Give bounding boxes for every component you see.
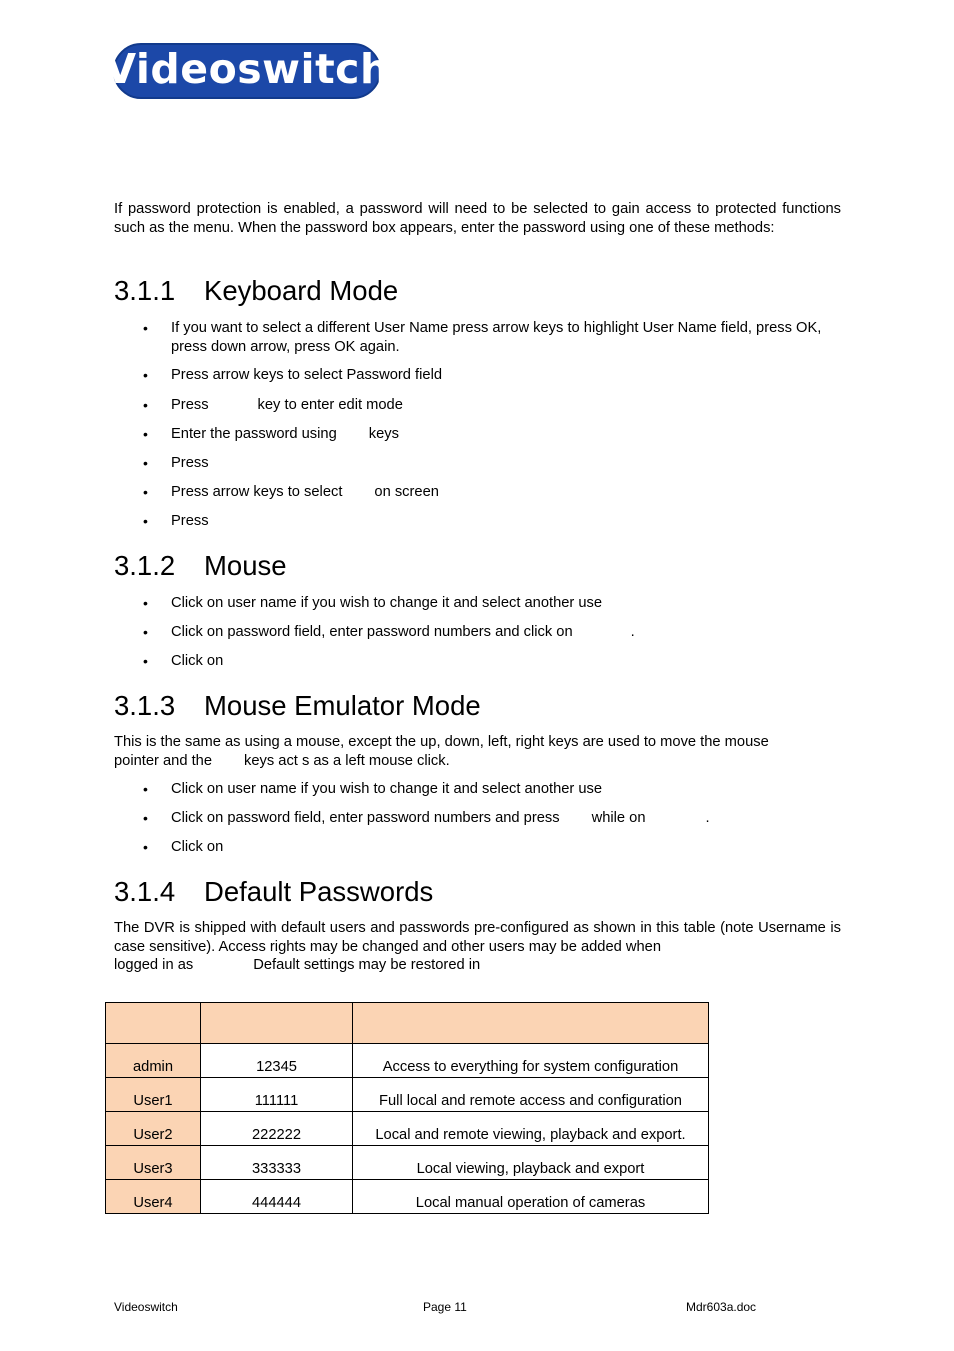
section-title: Mouse bbox=[204, 550, 287, 581]
header-cell bbox=[353, 1003, 709, 1044]
list-item: • Click on user name if you wish to change it and select another use bbox=[143, 781, 603, 797]
section-number: 3.1.2 bbox=[114, 550, 176, 581]
header-cell bbox=[201, 1003, 353, 1044]
defaults-paragraph: The DVR is shipped with default users and passwords pre-configured as shown in this table (note Username is case sensitive). Access rights may be changed and other users may be added when logged in as Default settings may be restored in bbox=[114, 920, 841, 973]
table-row bbox=[106, 1044, 709, 1078]
rights-cell: Local viewing, playback and export bbox=[353, 1146, 709, 1180]
section-title: Mouse Emulator Mode bbox=[204, 690, 481, 721]
rights-cell: Local and remote viewing, playback and export. bbox=[353, 1112, 709, 1146]
section-number: 3.1.4 bbox=[114, 876, 176, 907]
section-title: Keyboard Mode bbox=[204, 275, 399, 306]
section-title: Default Passwords bbox=[204, 876, 434, 907]
list-item: • Press arrow keys to select on screen bbox=[143, 484, 439, 500]
default-passwords-table bbox=[105, 1002, 709, 1214]
heading-default-passwords bbox=[114, 876, 433, 908]
videoswitch-logo bbox=[104, 43, 390, 99]
password-cell: 444444 bbox=[201, 1180, 353, 1214]
list-item: • Enter the password using keys bbox=[143, 426, 399, 442]
password-cell: 12345 bbox=[201, 1044, 353, 1078]
table-header-row bbox=[106, 1003, 709, 1044]
user-cell: User2 bbox=[106, 1112, 201, 1146]
rights-cell: Full local and remote access and configuration bbox=[353, 1078, 709, 1112]
password-cell: 333333 bbox=[201, 1146, 353, 1180]
rights-cell: Access to everything for system configuration bbox=[353, 1044, 709, 1078]
rights-cell: Local manual operation of cameras bbox=[353, 1180, 709, 1214]
list-item: • Press bbox=[143, 513, 209, 529]
emulator-paragraph: This is the same as using a mouse, except the up, down, left, right keys are used to move the mouse pointer and the keys act s as a left mouse click. bbox=[114, 734, 769, 769]
table-row bbox=[106, 1112, 709, 1146]
password-cell: 222222 bbox=[201, 1112, 353, 1146]
user-cell: User3 bbox=[106, 1146, 201, 1180]
heading-keyboard-mode bbox=[114, 275, 398, 307]
section-number: 3.1.1 bbox=[114, 275, 176, 306]
list-item: • Click on password field, enter password numbers and click on . bbox=[143, 624, 635, 640]
section-number: 3.1.3 bbox=[114, 690, 176, 721]
list-item: • Click on bbox=[143, 839, 224, 855]
footer-right: Mdr603a.doc bbox=[686, 1300, 757, 1314]
table-row bbox=[106, 1146, 709, 1180]
list-item: • Press arrow keys to select Password field bbox=[143, 367, 443, 383]
list-item: • If you want to select a different User Name press arrow keys to highlight User Name field, press OK, press down arrow, press OK again. bbox=[143, 320, 822, 355]
table-row bbox=[106, 1180, 709, 1214]
list-item: • Press key to enter edit mode bbox=[143, 397, 403, 413]
user-cell: admin bbox=[106, 1044, 201, 1078]
footer-left: Videoswitch bbox=[114, 1300, 178, 1314]
logo-text: Videoswitch bbox=[104, 45, 390, 93]
table-row bbox=[106, 1078, 709, 1112]
intro-paragraph: If password protection is enabled, a password will need to be selected to gain access to protected functions such as the menu. When the password box appears, enter the password using one of these methods: bbox=[114, 201, 841, 236]
list-item: • Press bbox=[143, 455, 209, 471]
list-item: • Click on user name if you wish to change it and select another use bbox=[143, 595, 603, 611]
list-item: • Click on bbox=[143, 653, 224, 669]
heading-mouse bbox=[114, 550, 287, 582]
user-cell: User4 bbox=[106, 1180, 201, 1214]
header-cell bbox=[106, 1003, 201, 1044]
list-item: • Click on password field, enter password numbers and press while on . bbox=[143, 810, 710, 826]
footer-page-number: Page 11 bbox=[423, 1300, 467, 1314]
password-cell: 111111 bbox=[201, 1078, 353, 1112]
user-cell: User1 bbox=[106, 1078, 201, 1112]
heading-mouse-emulator-mode bbox=[114, 690, 481, 722]
